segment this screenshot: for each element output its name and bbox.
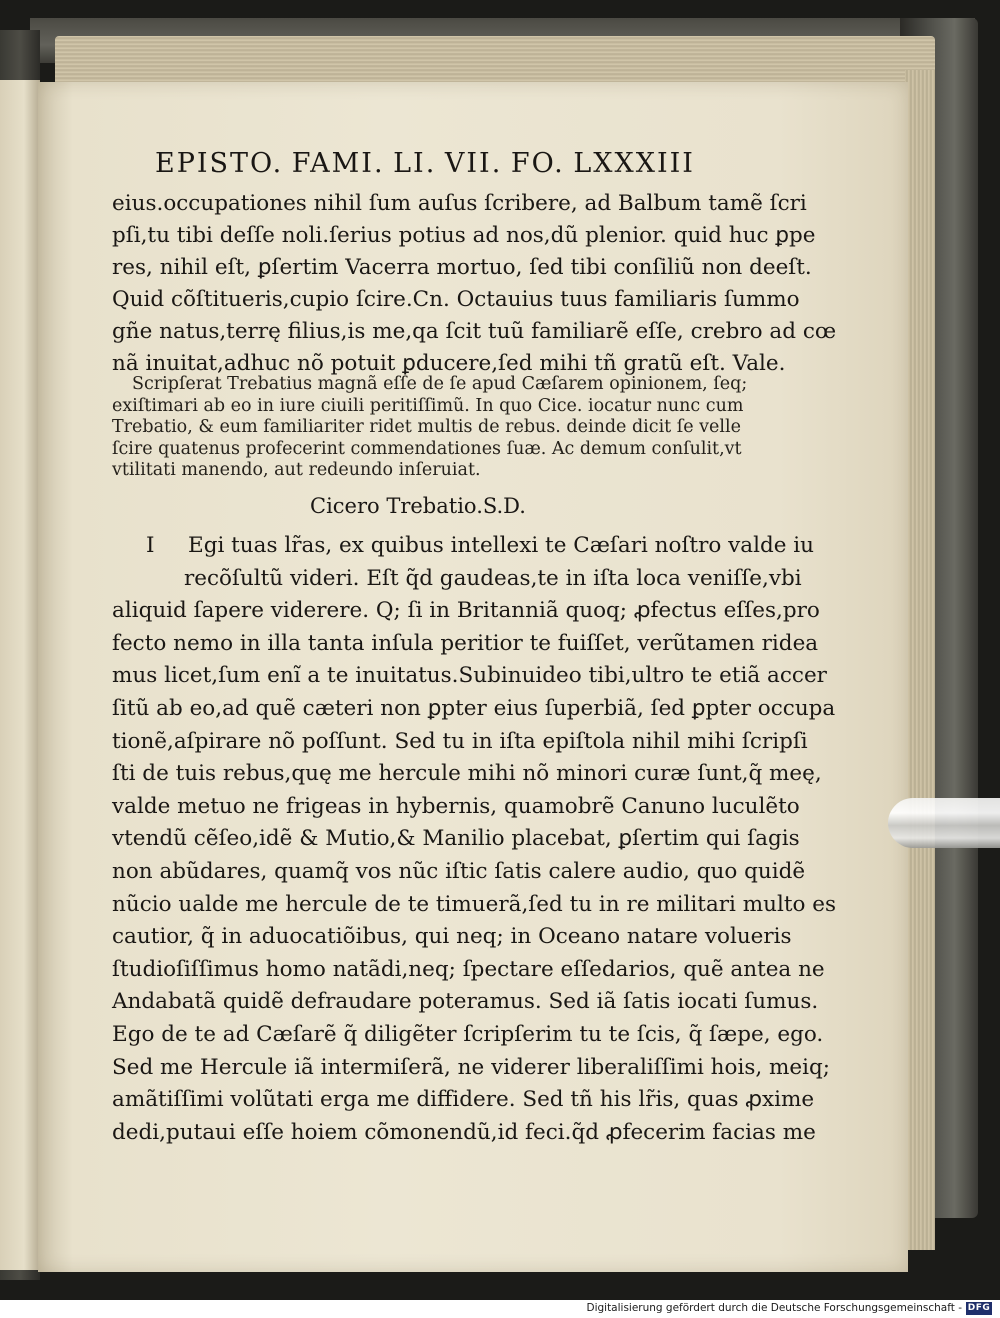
running-head [155,148,695,179]
text-line: dedi,putaui eſſe hoiem cõmonendũ,id feci.q̃d ꝓfecerim facias me [112,1119,816,1145]
text-line: cautior, q̃ in aduocatiõibus, qui neq; in Oceano natare volueris [112,924,792,950]
funding-credit: Digitalisierung gefördert durch die Deutsche Forschungsgemeinschaft - [586,1302,962,1314]
text-line: nũcio ualde me hercule de te timuerã,ſed tu in re militari multo es [112,891,837,917]
argument-line: Scripſerat Trebatius magnã eſſe de ſe apud Cæſarem opinionem, ſeq; [132,374,748,394]
text-line: non abũdares, quamq̃ vos nũc iſtic ſatis calere audio, quo quidẽ [112,858,806,884]
text-line: ſitũ ab eo,ad quẽ cæteri non ꝑpter eius ſuperbiã, ſed ꝑpter occupa [112,695,836,721]
text-line: amãtiſſimi volũtati erga me diffidere. Sed tñ his lr̃is, quas ꝓxime [112,1087,815,1113]
text-line-first [112,530,815,563]
text-line: mus licet,ſum enĩ a te inuitatus.Subinuideo tibi,ultro te etiã accer [112,663,827,689]
text-line: gñe natus,terrę filius,is me,qa ſcit tuũ familiarẽ eſſe, crebro ad cœ [112,319,837,344]
text-line: recõſultũ videri. Eſt q̃d gaudeas,te in iſta loca veniſſe,vbi [184,565,802,591]
text-line: fecto nemo in illa tanta inſula peritior te fuiſſet, verũtamen ridea [112,630,819,656]
argument-line: vtilitati manendo, aut redeundo inſeruiat. [112,460,481,480]
running-head-li: LI. [393,148,437,179]
page-clip-icon [888,798,1000,848]
folio-number: LXXXIII [573,148,695,179]
text-line: ſti de tuis rebus,quę me hercule mihi nõ minori curæ ſunt,q̃ meę, [112,761,822,787]
text-line: Quid cõſtitueris,cupio ſcire.Cn. Octauius tuus familiaris ſummo [112,287,800,312]
running-head-book: VII. [444,148,503,179]
initial-letter: I [146,533,155,558]
text-line: Andabatã quidẽ defraudare poteramus. Sed iã ſatis iocati ſumus. [112,989,819,1015]
text-line: eius.occupationes nihil ſum auſus ſcribere, ad Balbum tamẽ ſcri [112,191,807,216]
text-line: tionẽ,aſpirare nõ poſſunt. Sed tu in iſta epiſtola nihil mihi ſcripſi [112,728,808,754]
letter-heading: Cicero Trebatio.S.D. [310,494,526,518]
running-head-fami: FAMI. [291,148,385,179]
argument-line: Trebatio, & eum familiariter ridet multis de rebus. deinde dicit ſe velle [112,417,741,437]
text-line: aliquid ſapere viderere. Q; ſi in Britanniã quoq; ꝓfectus eſſes,pro [112,598,820,624]
text-line: Sed me Hercule iã intermiſerã, ne viderer liberaliſſimi hois, meiq; [112,1054,831,1080]
letter-body [112,530,837,1149]
facing-page-edge [0,80,40,1270]
text-line: vtendũ cẽſeo,idẽ & Mutio,& Manilio placebat, ꝑſertim qui ſagis [112,826,800,852]
text-line: pſi,tu tibi deſſe noli.ſerius potius ad nos,dũ plenior. quid huc ꝑpe [112,223,816,248]
dfg-logo-icon: DFG [967,1303,991,1313]
running-head-epistolae: EPISTO. [155,148,284,179]
first-line-text: Egi tuas lr̃as, ex quibus intellexi te Cæſari noſtro valde iu [188,533,815,558]
argument-line: ſcire quatenus profecerint commendationes ſuæ. Ac demum conſulit,vt [112,438,742,459]
argument-summary [112,374,748,482]
page-edges-right [905,70,935,1250]
text-line: res, nihil eſt, ꝑſertim Vacerra mortuo, ſed tibi conſiliũ non deeſt. [112,255,812,280]
running-head-fo: FO. [510,148,565,179]
argument-line: exiſtimari ab eo in iure ciuili peritiſſimũ. In quo Cice. iocatur nunc cum [112,395,744,416]
text-line: ſtudioſiſſimus homo natãdi,neq; ſpectare eſſedarios, quẽ antea ne [112,956,825,982]
text-line: valde metuo ne frigeas in hybernis, quamobrẽ Canuno luculẽto [112,793,800,819]
text-line: nã inuitat,adhuc nõ potuit ꝑducere,ſed mihi tñ gratũ eſt. Vale. [112,351,786,376]
letter-continuation [112,188,837,380]
text-line: Ego de te ad Cæſarẽ q̃ diligẽter ſcripſerim tu te ſcis, q̃ ſæpe, ego. [112,1021,824,1047]
